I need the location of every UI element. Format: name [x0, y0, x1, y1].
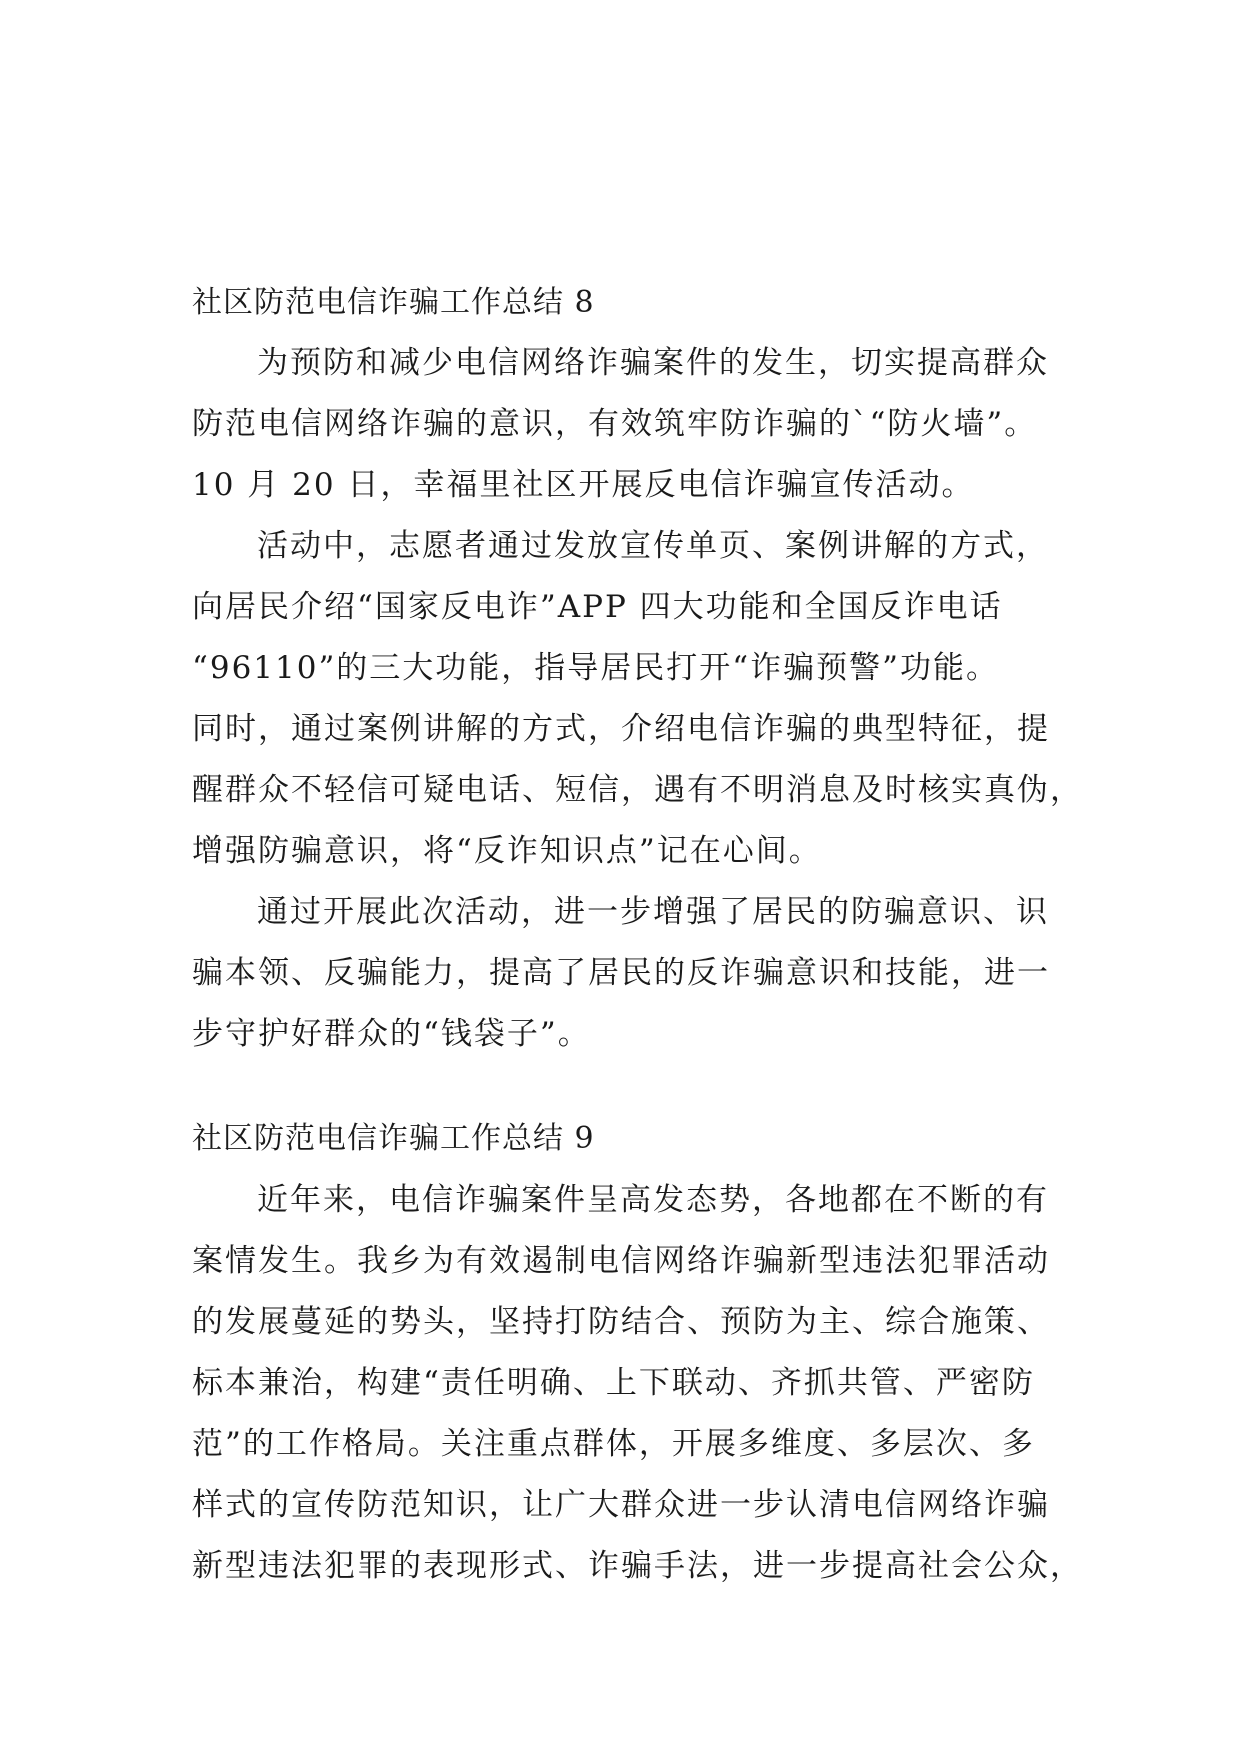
section-8-line: 活动中，志愿者通过发放宣传单页、案例讲解的方式， [257, 528, 1049, 564]
section-8-line: 为预防和减少电信网络诈骗案件的发生，切实提高群众 [257, 345, 1049, 381]
section-9-line: 标本兼治，构建“责任明确、上下联动、齐抓共管、严密防 [192, 1365, 1035, 1401]
section-8-line: 骗本领、反骗能力，提高了居民的反诈骗意识和技能，进一 [192, 955, 1050, 991]
section-9-line: 新型违法犯罪的表现形式、诈骗手法，进一步提高社会公众， [192, 1548, 1083, 1584]
section-8-line: 防范电信网络诈骗的意识，有效筑牢防诈骗的`“防火墙”。 [192, 406, 1038, 442]
section-9-line: 近年来，电信诈骗案件呈高发态势，各地都在不断的有 [257, 1182, 1049, 1218]
section-9-line: 的发展蔓延的势头，坚持打防结合、预防为主、综合施策、 [192, 1304, 1050, 1340]
section-8-title: 社区防范电信诈骗工作总结 8 [192, 285, 595, 320]
section-8-line: 通过开展此次活动，进一步增强了居民的防骗意识、识 [257, 894, 1049, 930]
section-8-line: 10 月 20 日，幸福里社区开展反电信诈骗宣传活动。 [192, 467, 975, 503]
section-8-line: 增强防骗意识，将“反诈知识点”记在心间。 [192, 833, 822, 869]
section-9-title: 社区防范电信诈骗工作总结 9 [192, 1121, 595, 1156]
section-9-line: 样式的宣传防范知识，让广大群众进一步认清电信网络诈骗 [192, 1487, 1050, 1523]
section-8-line: 步守护好群众的“钱袋子”。 [192, 1016, 591, 1052]
section-8-line: “96110”的三大功能，指导居民打开“诈骗预警”功能。 [192, 650, 1000, 686]
section-8-line: 醒群众不轻信可疑电话、短信，遇有不明消息及时核实真伪， [192, 772, 1083, 808]
section-8-line: 同时，通过案例讲解的方式，介绍电信诈骗的典型特征，提 [192, 711, 1050, 747]
section-9-line: 案情发生。我乡为有效遏制电信网络诈骗新型违法犯罪活动 [192, 1243, 1050, 1279]
section-8-line: 向居民介绍“国家反电诈”APP 四大功能和全国反诈电话 [192, 589, 1003, 625]
section-9-line: 范”的工作格局。关注重点群体，开展多维度、多层次、多 [192, 1426, 1035, 1462]
